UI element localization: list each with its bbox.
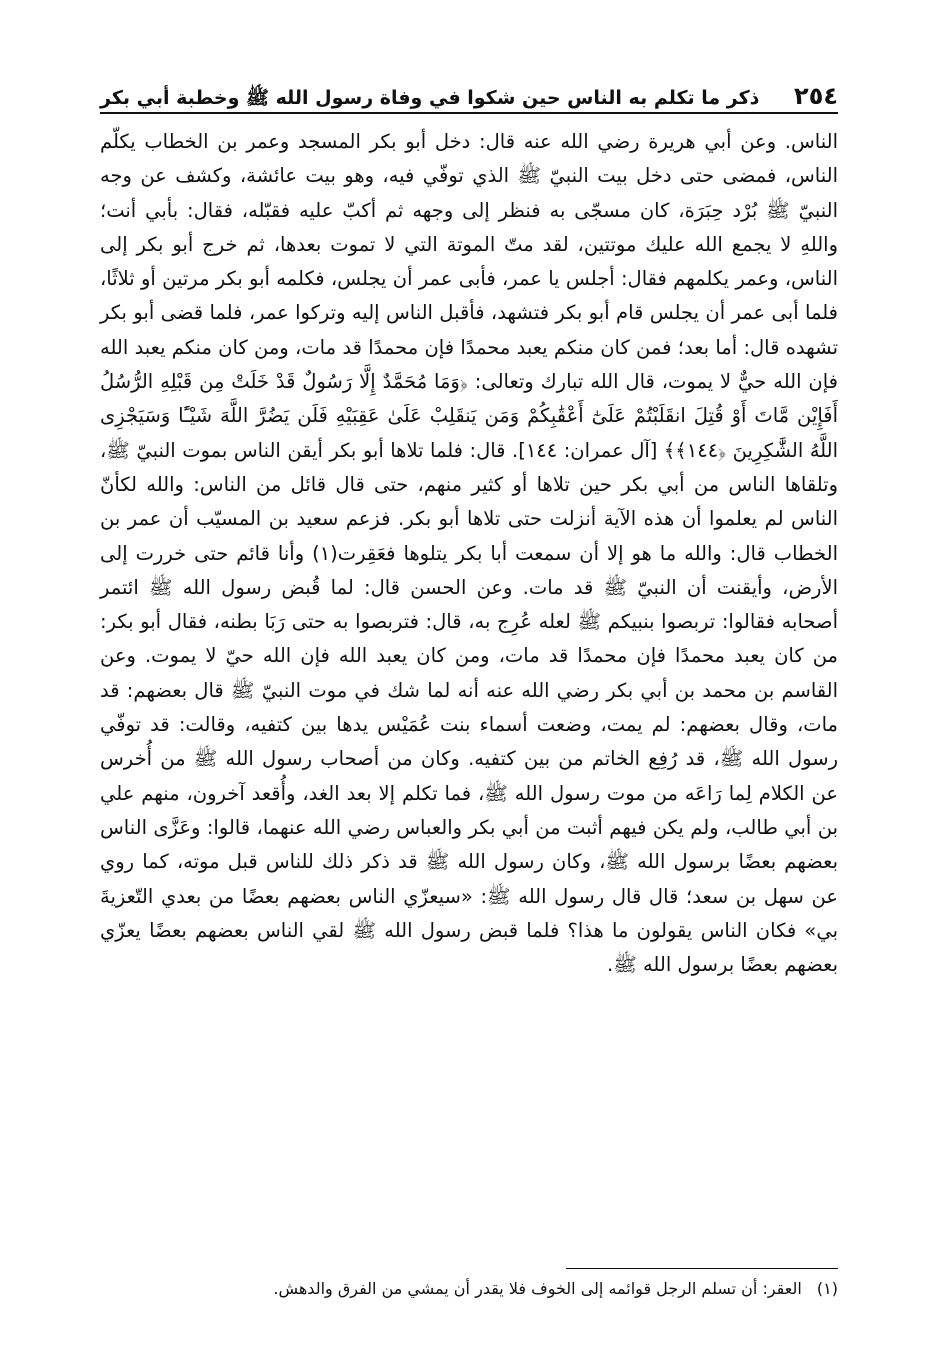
main-text <box>100 125 838 982</box>
running-title: ذكر ما تكلم به الناس حين شكوا في وفاة رسول الله ﷺ وخطبة أبي بكر <box>100 87 760 109</box>
footnote-rule <box>566 1268 838 1269</box>
footnote-marker: (١) <box>816 1279 838 1298</box>
main-paragraph: الناس. وعن أبي هريرة رضي الله عنه قال: دخل أبو بكر المسجد وعمر بن الخطاب يكلّم الناس، فمضى حتى دخل بيت النبيّ ﷺ الذي توفّي فيه، وهو بيت عائشة، وكشف عن وجه النبيّ ﷺ بُرْد حِبَرَة، كان مسجّى به فنظر إلى وجهه ثم أكبّ عليه فقبّله، فقال: بأبي أنت؛ واللهِ لا يجمع الله عليك موتتين، لقد متّ الموتة التي لا تموت بعدها، ثم خرج أبو بكر إلى الناس، وعمر يكلمهم فقال: أجلس يا عمر، فأبى عمر أن يجلس، فكلمه أبو بكر مرتين أو ثلاثًا، فلما أبى عمر أن يجلس قام أبو بكر فتشهد، فأقبل الناس إليه وتركوا عمر، فلما قضى أبو بكر تشهده قال: أما بعد؛ فمن كان منكم يعبد محمدًا فإن محمدًا قد مات، ومن كان منكم يعبد الله فإن الله حيٌّ لا يموت، قال الله تبارك وتعالى: ﴿وَمَا مُحَمَّدٌ إِلَّا رَسُولٌ قَدْ خَلَتْ مِن قَبْلِهِ الرُّسُلُ أَفَإِيْن مَّاتَ أَوْ قُتِلَ انقَلَبْتُمْ عَلَىٰٓ أَعْقَٰبِكُمْ وَمَن يَنقَلِبْ عَلَىٰ عَقِبَيْهِ فَلَن يَضُرَّ اللَّهَ شَيْـًٔا وَسَيَجْزِى اللَّهُ الشَّٰكِرِينَ ﴿١٤٤﴾﴾ [آل عمران: ١٤٤]. قال: فلما تلاها أبو بكر أيقن الناس بموت النبيّ ﷺ، وتلقاها الناس من أبي بكر حين تلاها أو كثير منهم، حتى قال قائل من الناس: والله لكأنّ الناس لم يعلموا أن هذه الآية أنزلت حتى تلاها أبو بكر. فزعم سعيد بن المسيّب أن عمر بن الخطاب قال: والله ما هو إلا أن سمعت أبا بكر يتلوها فعَقِرت(١) وأنا قائم حتى خررت إلى الأرض، وأيقنت أن النبيّ ﷺ قد مات. وعن الحسن قال: لما قُبض رسول الله ﷺ ائتمر أصحابه فقالوا: تربصوا بنبيكم ﷺ لعله عُرِج به، قال: فتربصوا به حتى رَبَا بطنه، فقال أبو بكر: من كان يعبد محمدًا فإن محمدًا قد مات، ومن كان يعبد الله فإن الله حيّ لا يموت. وعن القاسم بن محمد بن أبي بكر رضي الله عنه أنه لما شك في موت النبيّ ﷺ قال بعضهم: قد مات، وقال بعضهم: لم يمت، وضعت أسماء بنت عُمَيْس يدها بين كتفيه، وقالت: قد توفّي رسول الله ﷺ، قد رُفِع الخاتم من بين كتفيه. وكان من أصحاب رسول الله ﷺ من أُخرس عن الكلام لِما رَاعَه من موت رسول الله ﷺ، فما تكلم إلا بعد الغد، وأُقعد آخرون، منهم علي بن أبي طالب، ولم يكن فيهم أثبت من أبي بكر والعباس رضي الله عنهما، قالوا: وعَزَّى الناس بعضهم بعضًا برسول الله ﷺ، وكان رسول الله ﷺ قد ذكر ذلك للناس قبل موته، كما روي عن سهل بن سعد؛ قال قال رسول الله ﷺ: «سيعزّي الناس بعضهم بعضًا من بعدي التّعزيةَ بي» فكان الناس يقولون ما هذا؟ فلما قبض رسول الله ﷺ لقي الناس بعضهم بعضًا يعزّي بعضهم بعضًا برسول الله ﷺ. <box>100 130 838 977</box>
footnote <box>100 1276 838 1302</box>
footnote-text: العقر: أن تسلم الرجل قوائمه إلى الخوف فلا يقدر أن يمشي من الفرق والدهش. <box>273 1279 802 1298</box>
page-number: ٢٥٤ <box>794 82 838 110</box>
page-header <box>100 72 838 108</box>
header-rule <box>100 112 838 114</box>
